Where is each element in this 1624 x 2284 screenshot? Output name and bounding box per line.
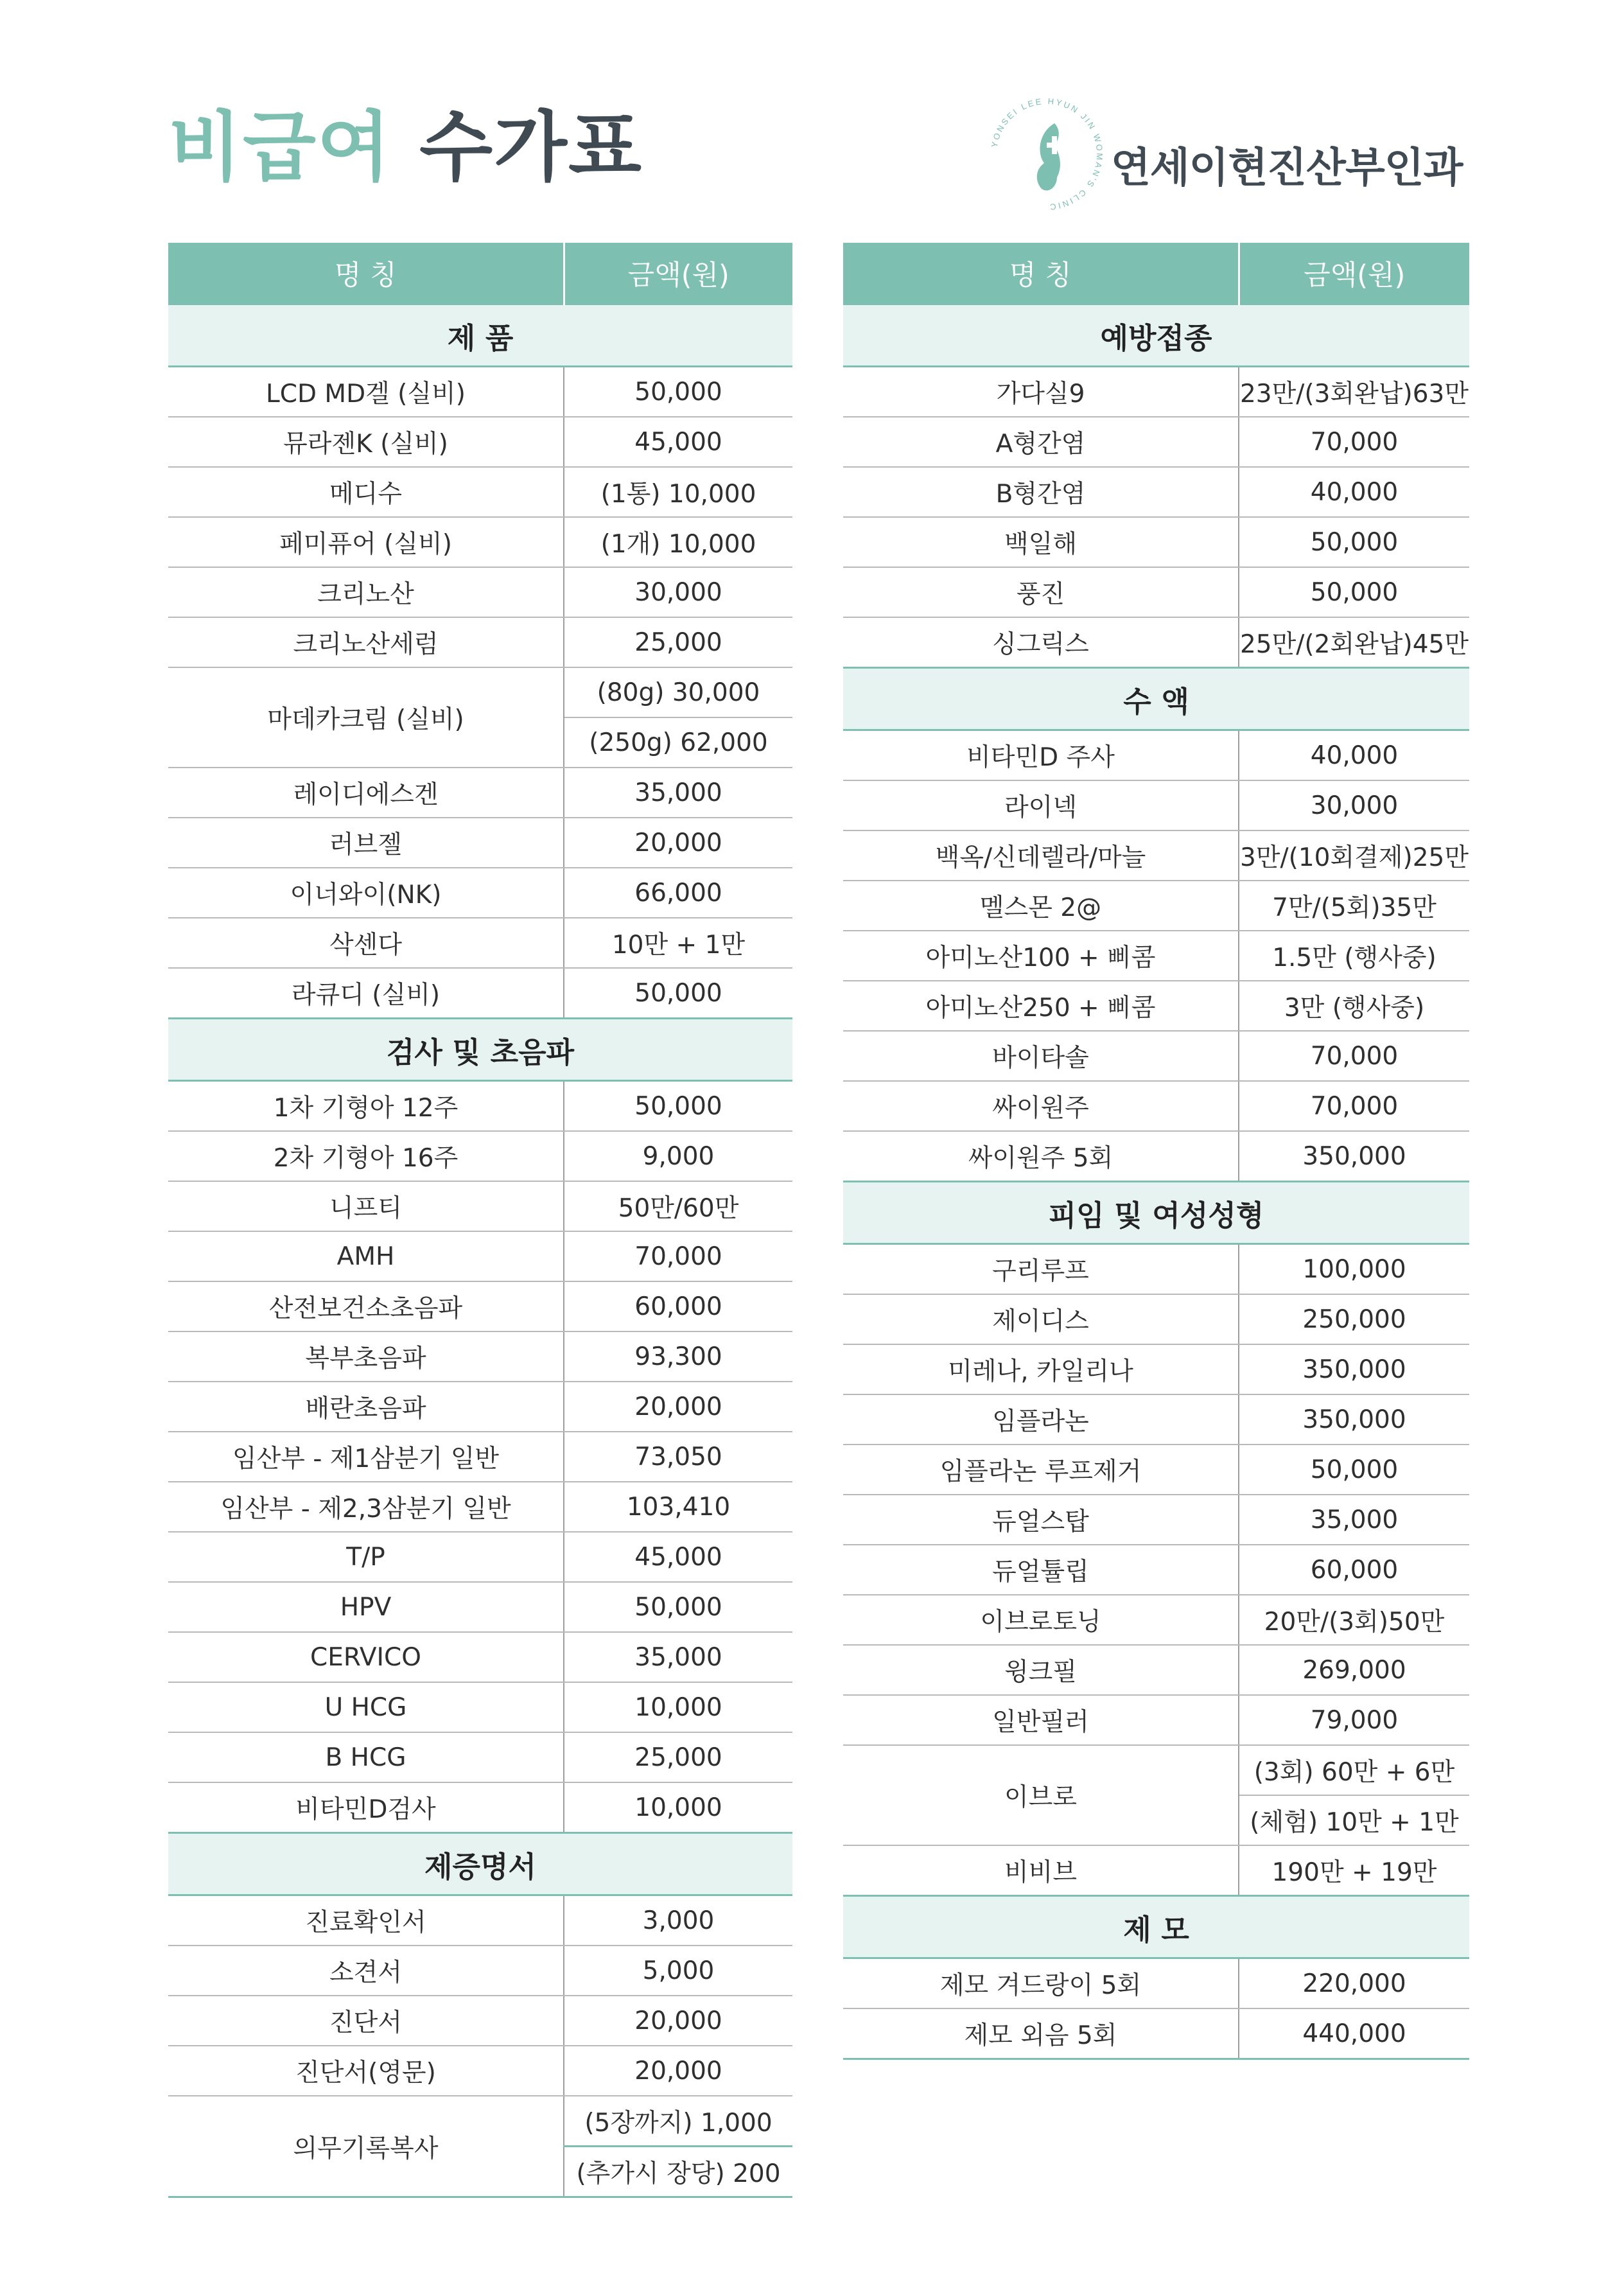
item-name: 이브로 [843,1745,1239,1845]
table-row [843,931,1469,981]
table-row [168,1632,792,1682]
price-table-left [168,243,792,2198]
item-name: 멜스몬 2@ [843,881,1239,931]
table-row [843,1495,1469,1545]
table-row [843,1244,1469,1295]
item-name: 싸이원주 5회 [843,1131,1239,1182]
item-name: 니프티 [168,1181,564,1231]
item-name: CERVICO [168,1632,564,1682]
item-price: (추가시 장당) 200 [564,2147,792,2197]
item-name: 비비브 [843,1845,1239,1896]
item-name: 소견서 [168,1946,564,1996]
item-price: 25,000 [564,1732,792,1782]
table-header-row [168,243,792,304]
table-row [843,517,1469,567]
item-name: 의무기록복사 [168,2096,564,2197]
item-name: 레이디에스겐 [168,768,564,818]
item-name: 크리노산세럼 [168,617,564,667]
item-name: 삭센다 [168,918,564,968]
item-price: 3만 (행사중) [1239,981,1469,1031]
item-name: 페미퓨어 (실비) [168,517,564,567]
header-name: 명 칭 [168,243,564,304]
table-row [168,818,792,868]
item-name: 메디수 [168,467,564,517]
item-name: 백일해 [843,517,1239,567]
item-name: A형간염 [843,417,1239,467]
item-price: 70,000 [1239,1031,1469,1081]
table-row [168,1582,792,1632]
table-row [843,1695,1469,1745]
table-row [843,780,1469,830]
item-price: 60,000 [1239,1545,1469,1595]
section-title: 제 모 [843,1896,1469,1958]
table-row [168,1482,792,1532]
item-price: 220,000 [1239,1958,1469,2009]
clinic-logo [982,90,1483,218]
item-price: 50,000 [564,367,792,417]
item-name: 듀얼튤립 [843,1545,1239,1595]
item-name: B HCG [168,1732,564,1782]
item-price: 40,000 [1239,467,1469,517]
item-price: 50,000 [564,968,792,1019]
item-name: AMH [168,1231,564,1281]
item-price: 20,000 [564,818,792,868]
section-title: 피임 및 여성성형 [843,1182,1469,1244]
item-price: 45,000 [564,1532,792,1582]
item-price: 350,000 [1239,1344,1469,1394]
item-name: 가다실9 [843,367,1239,417]
item-name: HPV [168,1582,564,1632]
item-price: 30,000 [1239,780,1469,830]
item-name: 싸이원주 [843,1081,1239,1131]
item-price: 25,000 [564,617,792,667]
item-price: 10,000 [564,1682,792,1732]
table-row [168,2046,792,2096]
item-price: 35,000 [1239,1495,1469,1545]
item-name: 제모 외음 5회 [843,2008,1239,2059]
table-row [843,467,1469,517]
item-price: 50만/60만 [564,1181,792,1231]
table-row [843,2008,1469,2059]
table-row [168,1181,792,1231]
table-row [168,918,792,968]
section-row [168,1019,792,1081]
item-name: 크리노산 [168,567,564,617]
item-price: 10만 + 1만 [564,918,792,968]
table-row [843,1545,1469,1595]
item-price: 1.5만 (행사중) [1239,931,1469,981]
table-row [168,367,792,417]
item-price: (1통) 10,000 [564,467,792,517]
item-price: 50,000 [1239,567,1469,617]
item-name: 진단서(영문) [168,2046,564,2096]
item-price: (1개) 10,000 [564,517,792,567]
item-name: 이브로토닝 [843,1595,1239,1645]
item-name: 라이넥 [843,780,1239,830]
item-price: 30,000 [564,567,792,617]
item-price: (체험) 10만 + 1만 [1239,1795,1469,1845]
table-row [168,617,792,667]
table-row [168,1432,792,1482]
item-price: 23만/(3회완납)63만 [1239,367,1469,417]
item-price: (80g) 30,000 [564,667,792,717]
item-price: 3만/(10회결제)25만 [1239,830,1469,881]
table-row [168,1782,792,1833]
item-price: 66,000 [564,868,792,918]
table-row [843,1845,1469,1896]
section-row [168,1833,792,1895]
table-row [843,1645,1469,1695]
section-title: 수 액 [843,668,1469,730]
item-price: 103,410 [564,1482,792,1532]
page-title [168,103,643,191]
item-price: 20,000 [564,1996,792,2046]
item-name: 이너와이(NK) [168,868,564,918]
item-price: 3,000 [564,1895,792,1946]
table-row [843,1595,1469,1645]
item-name: 미레나, 카일리나 [843,1344,1239,1394]
table-row [843,1294,1469,1344]
item-name: 산전보건소초음파 [168,1281,564,1331]
item-name: 듀얼스탑 [843,1495,1239,1545]
table-row [843,881,1469,931]
item-price: 20만/(3회)50만 [1239,1595,1469,1645]
table-row [843,1445,1469,1495]
section-row [843,1182,1469,1244]
table-row [168,567,792,617]
table-row [168,1532,792,1582]
logo-ring-text: YONSEI LEE HYUN JIN WOMAN'S CLINIC [989,96,1105,213]
item-name: 제이디스 [843,1294,1239,1344]
item-name: 윙크필 [843,1645,1239,1695]
item-price: 350,000 [1239,1131,1469,1182]
title-part-1: 비급여 [168,103,392,191]
item-price: 440,000 [1239,2008,1469,2059]
item-name: 비타민D검사 [168,1782,564,1833]
table-row [168,467,792,517]
table-row [168,1131,792,1181]
table-row [843,1745,1469,1795]
title-part-2: 수가표 [419,103,643,191]
item-price: 5,000 [564,1946,792,1996]
item-price: 93,300 [564,1331,792,1382]
table-row [168,1732,792,1782]
item-name: 제모 겨드랑이 5회 [843,1958,1239,2009]
table-row [843,1344,1469,1394]
table-row [843,1958,1469,2009]
item-price: 35,000 [564,768,792,818]
item-price: 9,000 [564,1131,792,1181]
item-price: 50,000 [1239,1445,1469,1495]
table-row [843,417,1469,467]
item-name: 임산부 - 제2,3삼분기 일반 [168,1482,564,1532]
table-row [843,1131,1469,1182]
item-price: 269,000 [1239,1645,1469,1695]
item-price: 250,000 [1239,1294,1469,1344]
table-row [168,868,792,918]
table-row [168,1895,792,1946]
item-name: B형간염 [843,467,1239,517]
table-row [168,517,792,567]
table-row [843,981,1469,1031]
table-row [168,768,792,818]
table-row [843,730,1469,781]
item-price: 10,000 [564,1782,792,1833]
table-row [168,968,792,1019]
item-name: 2차 기형아 16주 [168,1131,564,1181]
item-name: 풍진 [843,567,1239,617]
item-name: 러브젤 [168,818,564,868]
item-price: 20,000 [564,2046,792,2096]
item-price: (3회) 60만 + 6만 [1239,1745,1469,1795]
item-name: 임플라논 루프제거 [843,1445,1239,1495]
item-price: 50,000 [564,1582,792,1632]
item-name: 아미노산100 + 삐콤 [843,931,1239,981]
item-name: T/P [168,1532,564,1582]
item-price: 100,000 [1239,1244,1469,1295]
item-name: 싱그릭스 [843,617,1239,668]
item-price: 25만/(2회완납)45만 [1239,617,1469,668]
table-row [168,667,792,717]
table-row [168,1382,792,1432]
table-row [168,1996,792,2046]
section-row [843,668,1469,730]
item-price: 70,000 [1239,417,1469,467]
item-name: 비타민D 주사 [843,730,1239,781]
item-name: 마데카크림 (실비) [168,667,564,768]
item-price: 7만/(5회)35만 [1239,881,1469,931]
section-title: 제 품 [168,304,792,367]
item-name: 뮤라젠K (실비) [168,417,564,467]
table-row [843,1031,1469,1081]
table-row [168,1682,792,1732]
table-row [168,1281,792,1331]
item-price: 20,000 [564,1382,792,1432]
section-row [168,304,792,367]
table-row [843,1394,1469,1445]
item-name: U HCG [168,1682,564,1732]
item-price: 60,000 [564,1281,792,1331]
price-table-right [843,243,1469,2060]
item-price: 73,050 [564,1432,792,1482]
item-price: 70,000 [564,1231,792,1281]
table-row [168,1331,792,1382]
section-row [843,304,1469,367]
item-name: 임플라논 [843,1394,1239,1445]
item-name: 1차 기형아 12주 [168,1081,564,1132]
item-price: 190만 + 19만 [1239,1845,1469,1896]
section-title: 제증명서 [168,1833,792,1895]
item-price: (5장까지) 1,000 [564,2096,792,2147]
table-row [168,1081,792,1132]
item-price: 40,000 [1239,730,1469,781]
item-price: 50,000 [564,1081,792,1132]
table-row [168,1231,792,1281]
clinic-name: 연세이현진산부인과 [1111,145,1463,192]
item-name: 일반필러 [843,1695,1239,1745]
item-name: 임산부 - 제1삼분기 일반 [168,1432,564,1482]
item-name: 진단서 [168,1996,564,2046]
table-row [168,417,792,467]
section-title: 검사 및 초음파 [168,1019,792,1081]
table-row [168,1946,792,1996]
item-price: (250g) 62,000 [564,717,792,768]
table-row [843,830,1469,881]
table-row [843,567,1469,617]
table-row [843,367,1469,417]
table-row [843,617,1469,668]
item-name: 아미노산250 + 삐콤 [843,981,1239,1031]
item-name: 복부초음파 [168,1331,564,1382]
item-price: 50,000 [1239,517,1469,567]
item-name: 라큐디 (실비) [168,968,564,1019]
clinic-emblem-icon [982,90,1111,218]
item-price: 350,000 [1239,1394,1469,1445]
table-row [843,1081,1469,1131]
item-price: 35,000 [564,1632,792,1682]
table-header-row [843,243,1469,304]
item-name: 바이타솔 [843,1031,1239,1081]
table-row [168,2096,792,2147]
header-price: 금액(원) [564,243,792,304]
item-price: 79,000 [1239,1695,1469,1745]
section-title: 예방접종 [843,304,1469,367]
item-price: 45,000 [564,417,792,467]
item-name: 배란초음파 [168,1382,564,1432]
item-name: LCD MD겔 (실비) [168,367,564,417]
item-name: 백옥/신데렐라/마늘 [843,830,1239,881]
item-name: 진료확인서 [168,1895,564,1946]
header-name: 명 칭 [843,243,1239,304]
header-price: 금액(원) [1239,243,1469,304]
item-name: 구리루프 [843,1244,1239,1295]
item-price: 70,000 [1239,1081,1469,1131]
section-row [843,1896,1469,1958]
